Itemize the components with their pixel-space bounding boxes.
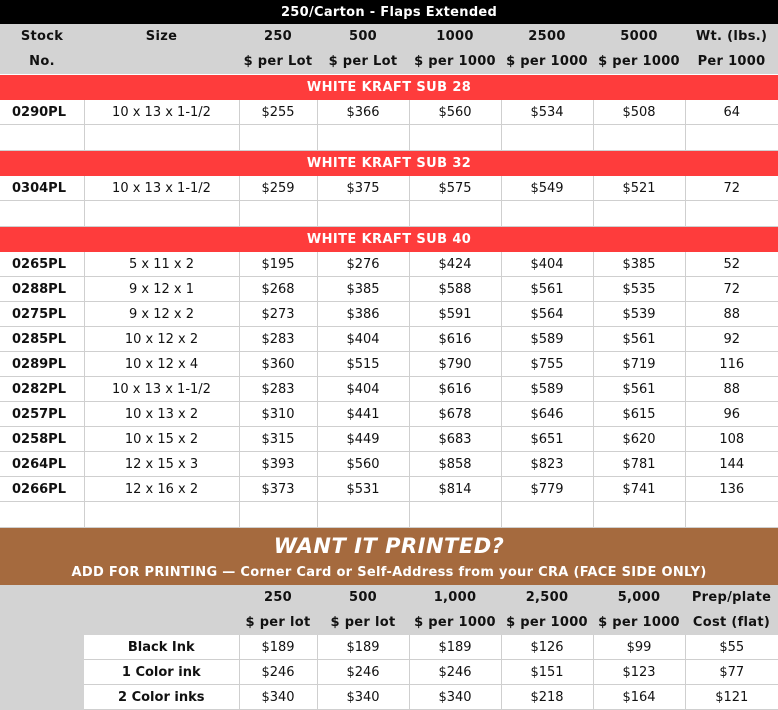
printing-header-cell: $ per 1000 — [593, 610, 685, 635]
price-cell: 64 — [685, 100, 778, 125]
printing-price-cell: $55 — [685, 635, 778, 660]
printing-header-cell: 500 — [317, 585, 409, 610]
printing-banner-row — [0, 528, 778, 561]
blank-cell — [317, 201, 409, 227]
price-cell: $615 — [593, 402, 685, 427]
price-cell: $823 — [501, 452, 593, 477]
price-cell: 52 — [685, 252, 778, 277]
price-cell: 72 — [685, 176, 778, 201]
header-cell — [84, 49, 239, 75]
stock-number: 0275PL — [0, 302, 84, 327]
header-cell: 500 — [317, 24, 409, 49]
printing-price-cell: $340 — [239, 685, 317, 710]
printing-price-cell: $246 — [239, 660, 317, 685]
price-cell: $616 — [409, 327, 501, 352]
price-cell: $779 — [501, 477, 593, 502]
header-cell: Size — [84, 24, 239, 49]
price-cell: $560 — [317, 452, 409, 477]
price-cell: $790 — [409, 352, 501, 377]
price-cell: $534 — [501, 100, 593, 125]
price-cell: $781 — [593, 452, 685, 477]
section-title: WHITE KRAFT SUB 28 — [0, 75, 778, 101]
price-cell: $441 — [317, 402, 409, 427]
price-cell: $719 — [593, 352, 685, 377]
price-cell: $373 — [239, 477, 317, 502]
table-title: 250/Carton - Flaps Extended — [0, 0, 778, 24]
printing-subtitle: ADD FOR PRINTING — Corner Card or Self-Address from your CRA (FACE SIDE ONLY) — [0, 561, 778, 585]
price-cell: $564 — [501, 302, 593, 327]
header-cell: No. — [0, 49, 84, 75]
blank-cell — [239, 201, 317, 227]
size-cell: 10 x 13 x 1-1/2 — [84, 100, 239, 125]
blank-row — [0, 201, 778, 227]
printing-price-cell: $126 — [501, 635, 593, 660]
table-row — [0, 427, 778, 452]
blank-cell — [84, 201, 239, 227]
table-row — [0, 327, 778, 352]
printing-price-cell: $189 — [239, 635, 317, 660]
table-row — [0, 452, 778, 477]
price-cell: $591 — [409, 302, 501, 327]
table-row — [0, 402, 778, 427]
printing-row-lead — [0, 660, 84, 685]
printing-price-cell: $164 — [593, 685, 685, 710]
printing-header-cell: $ per 1000 — [409, 610, 501, 635]
price-cell: $858 — [409, 452, 501, 477]
table-row — [0, 477, 778, 502]
printing-price-cell: $189 — [317, 635, 409, 660]
printing-row — [0, 660, 778, 685]
price-cell: $535 — [593, 277, 685, 302]
price-cell: $273 — [239, 302, 317, 327]
price-cell: $741 — [593, 477, 685, 502]
price-cell: $393 — [239, 452, 317, 477]
price-cell: $404 — [317, 377, 409, 402]
blank-cell — [84, 502, 239, 528]
table-row — [0, 377, 778, 402]
price-cell: $404 — [317, 327, 409, 352]
stock-number: 0257PL — [0, 402, 84, 427]
size-cell: 5 x 11 x 2 — [84, 252, 239, 277]
stock-number: 0282PL — [0, 377, 84, 402]
price-cell: $561 — [593, 377, 685, 402]
price-cell: $404 — [501, 252, 593, 277]
printing-price-cell: $246 — [317, 660, 409, 685]
printing-price-cell: $189 — [409, 635, 501, 660]
stock-number: 0304PL — [0, 176, 84, 201]
stock-number: 0288PL — [0, 277, 84, 302]
price-cell: $386 — [317, 302, 409, 327]
size-cell: 12 x 15 x 3 — [84, 452, 239, 477]
printing-price-cell: $121 — [685, 685, 778, 710]
blank-cell — [239, 502, 317, 528]
header-cell: $ per 1000 — [501, 49, 593, 75]
size-cell: 10 x 13 x 2 — [84, 402, 239, 427]
printing-header-cell: 1,000 — [409, 585, 501, 610]
price-cell: $616 — [409, 377, 501, 402]
printing-row — [0, 635, 778, 660]
printing-price-cell: $218 — [501, 685, 593, 710]
price-cell: $366 — [317, 100, 409, 125]
price-cell: $575 — [409, 176, 501, 201]
stock-number: 0285PL — [0, 327, 84, 352]
section-row — [0, 227, 778, 253]
blank-cell — [593, 502, 685, 528]
price-cell: 136 — [685, 477, 778, 502]
blank-cell — [239, 125, 317, 151]
header-cell: 2500 — [501, 24, 593, 49]
stock-number: 0266PL — [0, 477, 84, 502]
header-cell: 250 — [239, 24, 317, 49]
ink-option: Black Ink — [84, 635, 239, 660]
price-cell: $539 — [593, 302, 685, 327]
price-cell: $508 — [593, 100, 685, 125]
price-cell: 116 — [685, 352, 778, 377]
table-row — [0, 277, 778, 302]
printing-row-lead — [0, 685, 84, 710]
price-cell: $283 — [239, 377, 317, 402]
price-cell: $589 — [501, 327, 593, 352]
blank-cell — [685, 502, 778, 528]
price-cell: $255 — [239, 100, 317, 125]
price-cell: $678 — [409, 402, 501, 427]
printing-header-cell: 2,500 — [501, 585, 593, 610]
price-cell: $561 — [501, 277, 593, 302]
header-cell: 1000 — [409, 24, 501, 49]
blank-cell — [593, 125, 685, 151]
ink-option: 1 Color ink — [84, 660, 239, 685]
size-cell: 9 x 12 x 1 — [84, 277, 239, 302]
header-cell: Stock — [0, 24, 84, 49]
price-cell: $561 — [593, 327, 685, 352]
price-cell: $195 — [239, 252, 317, 277]
price-cell: $385 — [317, 277, 409, 302]
price-cell: $521 — [593, 176, 685, 201]
stock-number: 0258PL — [0, 427, 84, 452]
price-cell: $310 — [239, 402, 317, 427]
table-row — [0, 176, 778, 201]
price-cell: $375 — [317, 176, 409, 201]
blank-cell — [317, 502, 409, 528]
printing-header-cell: $ per lot — [317, 610, 409, 635]
price-cell: 88 — [685, 377, 778, 402]
printing-price-cell: $99 — [593, 635, 685, 660]
price-cell: $589 — [501, 377, 593, 402]
printing-price-cell: $340 — [409, 685, 501, 710]
size-cell: 10 x 12 x 4 — [84, 352, 239, 377]
stock-number: 0290PL — [0, 100, 84, 125]
printing-price-cell: $246 — [409, 660, 501, 685]
table-row — [0, 252, 778, 277]
blank-cell — [0, 201, 84, 227]
size-cell: 10 x 13 x 1-1/2 — [84, 176, 239, 201]
header-cell: $ per Lot — [317, 49, 409, 75]
price-cell: 92 — [685, 327, 778, 352]
stock-number: 0264PL — [0, 452, 84, 477]
price-cell: $651 — [501, 427, 593, 452]
price-cell: $276 — [317, 252, 409, 277]
printing-price-cell: $77 — [685, 660, 778, 685]
printing-header-cell: $ per 1000 — [501, 610, 593, 635]
printing-table — [0, 528, 778, 710]
table-title-row — [0, 0, 778, 24]
size-cell: 10 x 12 x 2 — [84, 327, 239, 352]
header-row-2 — [0, 49, 778, 75]
printing-header-blank — [0, 585, 239, 610]
price-cell: $646 — [501, 402, 593, 427]
section-title: WHITE KRAFT SUB 32 — [0, 151, 778, 177]
section-title: WHITE KRAFT SUB 40 — [0, 227, 778, 253]
blank-row — [0, 502, 778, 528]
blank-cell — [0, 502, 84, 528]
ink-option: 2 Color inks — [84, 685, 239, 710]
blank-cell — [501, 201, 593, 227]
blank-cell — [685, 125, 778, 151]
price-cell: $424 — [409, 252, 501, 277]
stock-number: 0289PL — [0, 352, 84, 377]
printing-subtitle-row — [0, 561, 778, 585]
price-cell: $683 — [409, 427, 501, 452]
price-cell: $755 — [501, 352, 593, 377]
printing-header-cell: Prep/plate — [685, 585, 778, 610]
printing-price-cell: $151 — [501, 660, 593, 685]
printing-header-row-2 — [0, 610, 778, 635]
price-cell: $814 — [409, 477, 501, 502]
price-cell: $449 — [317, 427, 409, 452]
price-cell: $549 — [501, 176, 593, 201]
section-row — [0, 75, 778, 101]
printing-header-row-1 — [0, 585, 778, 610]
price-cell: $515 — [317, 352, 409, 377]
printing-header-cell: Cost (flat) — [685, 610, 778, 635]
price-cell: 144 — [685, 452, 778, 477]
printing-price-cell: $123 — [593, 660, 685, 685]
price-cell: 108 — [685, 427, 778, 452]
section-row — [0, 151, 778, 177]
price-cell: $259 — [239, 176, 317, 201]
price-cell: 96 — [685, 402, 778, 427]
size-cell: 12 x 16 x 2 — [84, 477, 239, 502]
header-cell: $ per 1000 — [593, 49, 685, 75]
price-cell: $560 — [409, 100, 501, 125]
header-cell: Per 1000 — [685, 49, 778, 75]
blank-cell — [409, 201, 501, 227]
size-cell: 9 x 12 x 2 — [84, 302, 239, 327]
size-cell: 10 x 15 x 2 — [84, 427, 239, 452]
printing-header-cell: $ per lot — [239, 610, 317, 635]
price-cell: 88 — [685, 302, 778, 327]
price-cell: $588 — [409, 277, 501, 302]
price-cell: $385 — [593, 252, 685, 277]
blank-cell — [409, 125, 501, 151]
header-row-1 — [0, 24, 778, 49]
blank-cell — [0, 125, 84, 151]
header-cell: 5000 — [593, 24, 685, 49]
price-cell: $620 — [593, 427, 685, 452]
printing-price-cell: $340 — [317, 685, 409, 710]
price-cell: $360 — [239, 352, 317, 377]
table-row — [0, 352, 778, 377]
blank-cell — [685, 201, 778, 227]
printing-header-cell: 5,000 — [593, 585, 685, 610]
price-cell: 72 — [685, 277, 778, 302]
price-cell: $531 — [317, 477, 409, 502]
table-row — [0, 100, 778, 125]
price-cell: $315 — [239, 427, 317, 452]
blank-cell — [501, 502, 593, 528]
printing-header-cell: 250 — [239, 585, 317, 610]
header-cell: $ per Lot — [239, 49, 317, 75]
header-cell: $ per 1000 — [409, 49, 501, 75]
table-row — [0, 302, 778, 327]
blank-cell — [593, 201, 685, 227]
stock-number: 0265PL — [0, 252, 84, 277]
price-cell: $283 — [239, 327, 317, 352]
printing-banner: WANT IT PRINTED? — [0, 528, 778, 561]
size-cell: 10 x 13 x 1-1/2 — [84, 377, 239, 402]
blank-cell — [501, 125, 593, 151]
blank-cell — [84, 125, 239, 151]
printing-header-blank — [0, 610, 239, 635]
blank-row — [0, 125, 778, 151]
blank-cell — [317, 125, 409, 151]
header-cell: Wt. (lbs.) — [685, 24, 778, 49]
printing-row — [0, 685, 778, 710]
blank-cell — [409, 502, 501, 528]
printing-row-lead — [0, 635, 84, 660]
price-cell: $268 — [239, 277, 317, 302]
